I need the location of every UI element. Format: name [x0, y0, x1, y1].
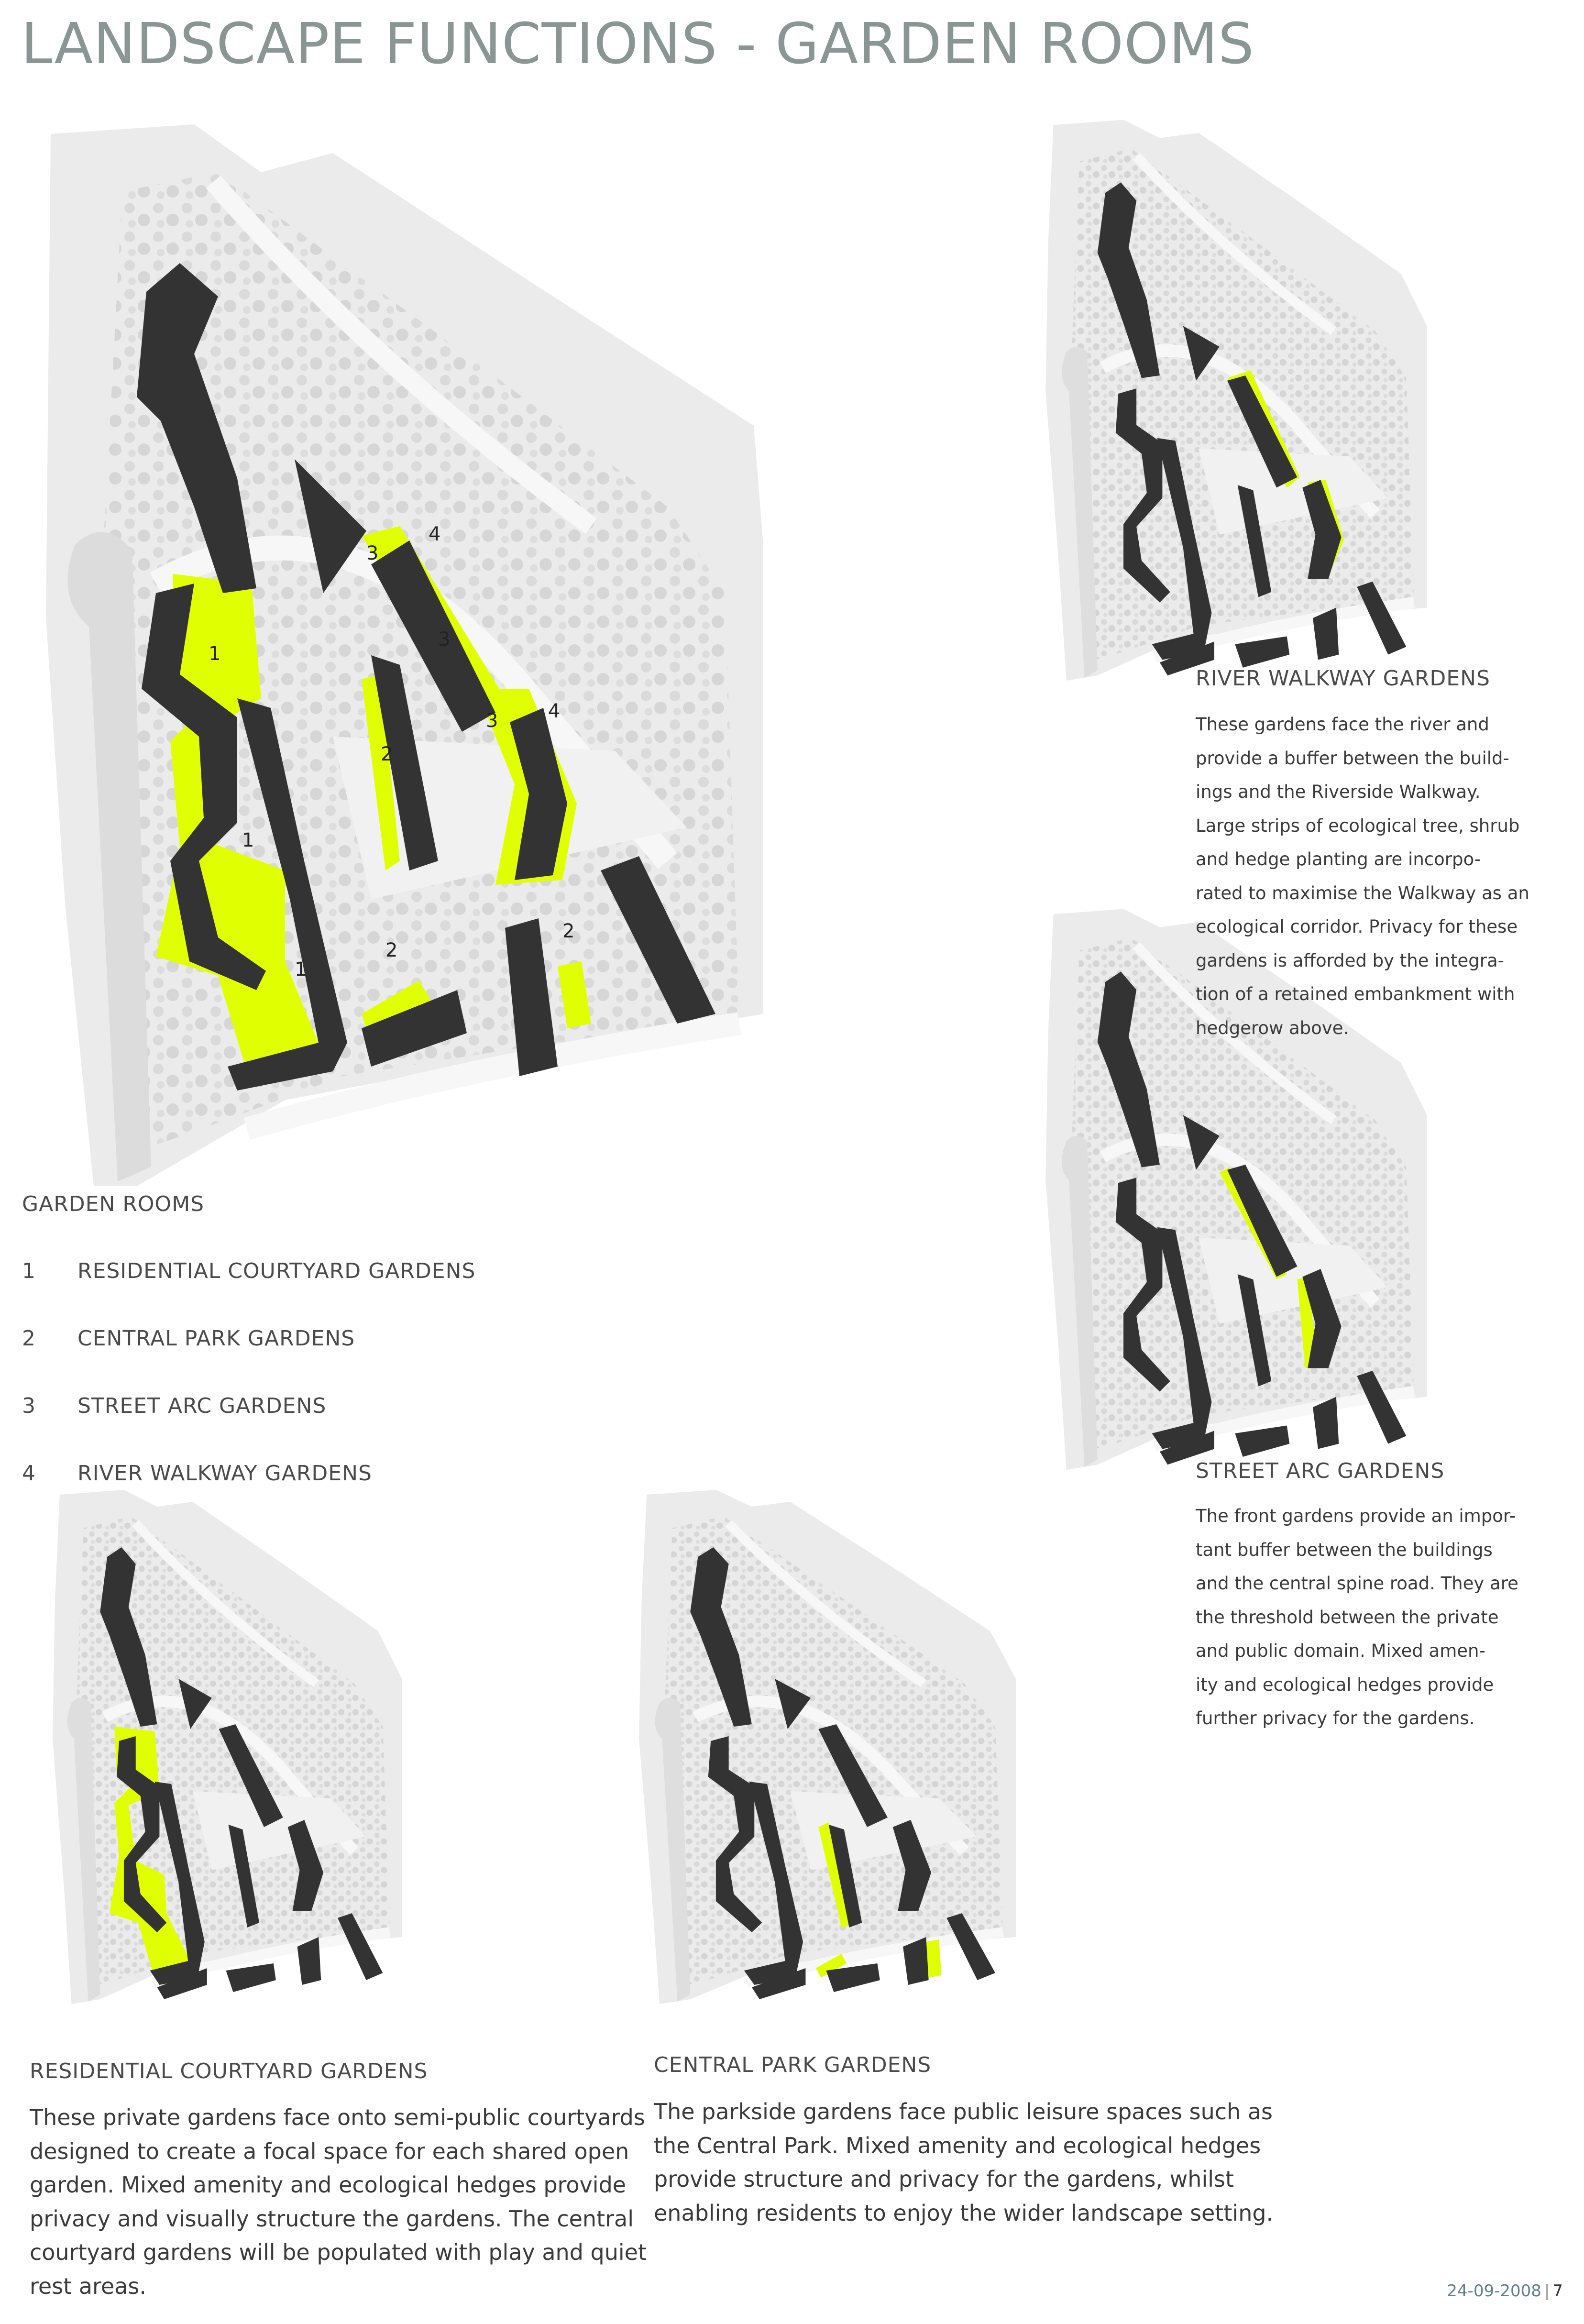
- map-label: 2: [385, 939, 398, 961]
- text-line: further privacy for the gardens.: [1196, 1708, 1475, 1729]
- text-line: ecological corridor. Privacy for these: [1196, 916, 1518, 937]
- text-line: privacy and visually structure the gardens. The central: [30, 2205, 634, 2232]
- text-line: and hedge planting are incorpo-: [1196, 849, 1481, 870]
- map-label: 3: [366, 542, 379, 564]
- footer-date: 24-09-2008: [1447, 2281, 1541, 2301]
- text-line: gardens is afforded by the integra-: [1196, 950, 1504, 971]
- central-park-heading: CENTRAL PARK GARDENS: [654, 2053, 932, 2077]
- text-line: provide structure and privacy for the gardens, whilst: [654, 2166, 1234, 2192]
- text-line: ings and the Riverside Walkway.: [1196, 782, 1481, 802]
- legend-label: STREET ARC GARDENS: [77, 1394, 327, 1418]
- text-line: These private gardens face onto semi-public courtyards: [30, 2104, 645, 2130]
- central-park-plan: [631, 1487, 1023, 2014]
- text-line: garden. Mixed amenity and ecological hedges provide: [30, 2172, 627, 2198]
- residential-courtyard-text: [30, 2101, 647, 2303]
- legend-number: 2: [22, 1326, 35, 1351]
- legend-label: RESIDENTIAL COURTYARD GARDENS: [77, 1259, 476, 1283]
- text-line: and public domain. Mixed amen-: [1196, 1641, 1485, 1661]
- river-walkway-text: [1196, 708, 1573, 1045]
- text-line: These gardens face the river and: [1196, 714, 1489, 735]
- legend-number: 1: [22, 1259, 35, 1283]
- map-label: 3: [438, 628, 451, 650]
- page-footer: [1447, 2281, 1563, 2301]
- river-walkway-heading: RIVER WALKWAY GARDENS: [1196, 666, 1490, 691]
- footer-separator: |: [1544, 2281, 1550, 2301]
- legend-number: 3: [22, 1394, 35, 1418]
- text-line: the Central Park. Mixed amenity and ecological hedges: [654, 2132, 1261, 2159]
- text-line: and the central spine road. They are: [1196, 1573, 1518, 1594]
- residential-courtyard-plan: [45, 1487, 409, 2014]
- map-label: 1: [209, 643, 221, 665]
- text-line: rest areas.: [30, 2273, 146, 2299]
- text-line: Large strips of ecological tree, shrub: [1196, 815, 1520, 836]
- text-line: designed to create a focal space for each shared open: [30, 2138, 629, 2164]
- page-title: LANDSCAPE FUNCTIONS - GARDEN ROOMS: [21, 11, 1254, 77]
- map-label: 2: [381, 743, 393, 765]
- text-line: hedgerow above.: [1196, 1017, 1349, 1038]
- text-line: provide a buffer between the build-: [1196, 748, 1509, 769]
- text-line: rated to maximise the Walkway as an: [1196, 882, 1529, 903]
- text-line: The front gardens provide an impor-: [1196, 1506, 1516, 1526]
- street-arc-heading: STREET ARC GARDENS: [1196, 1459, 1445, 1483]
- map-label: 1: [242, 829, 254, 851]
- central-park-text: [654, 2095, 1285, 2230]
- residential-courtyard-heading: RESIDENTIAL COURTYARD GARDENS: [30, 2059, 428, 2083]
- text-line: tant buffer between the buildings: [1196, 1539, 1493, 1560]
- main-site-plan: [36, 115, 768, 1196]
- map-label: 3: [486, 710, 498, 732]
- river-walkway-plan: [1038, 117, 1435, 691]
- map-label: 4: [548, 700, 561, 722]
- page-number: 7: [1552, 2281, 1563, 2301]
- street-arc-text: [1196, 1499, 1573, 1736]
- legend-label: CENTRAL PARK GARDENS: [77, 1326, 355, 1351]
- map-label: 4: [429, 523, 441, 545]
- legend-label: RIVER WALKWAY GARDENS: [77, 1461, 372, 1486]
- text-line: The parkside gardens face public leisure spaces such as: [654, 2099, 1273, 2125]
- map-label: 1: [295, 958, 307, 980]
- text-line: courtyard gardens will be populated with play and quiet: [30, 2239, 647, 2265]
- map-label: 2: [562, 920, 575, 942]
- text-line: tion of a retained embankment with: [1196, 984, 1515, 1004]
- legend-number: 4: [22, 1461, 35, 1486]
- legend-heading: GARDEN ROOMS: [22, 1192, 205, 1216]
- text-line: ity and ecological hedges provide: [1196, 1674, 1494, 1695]
- text-line: enabling residents to enjoy the wider landscape setting.: [654, 2200, 1274, 2226]
- text-line: the threshold between the private: [1196, 1607, 1499, 1628]
